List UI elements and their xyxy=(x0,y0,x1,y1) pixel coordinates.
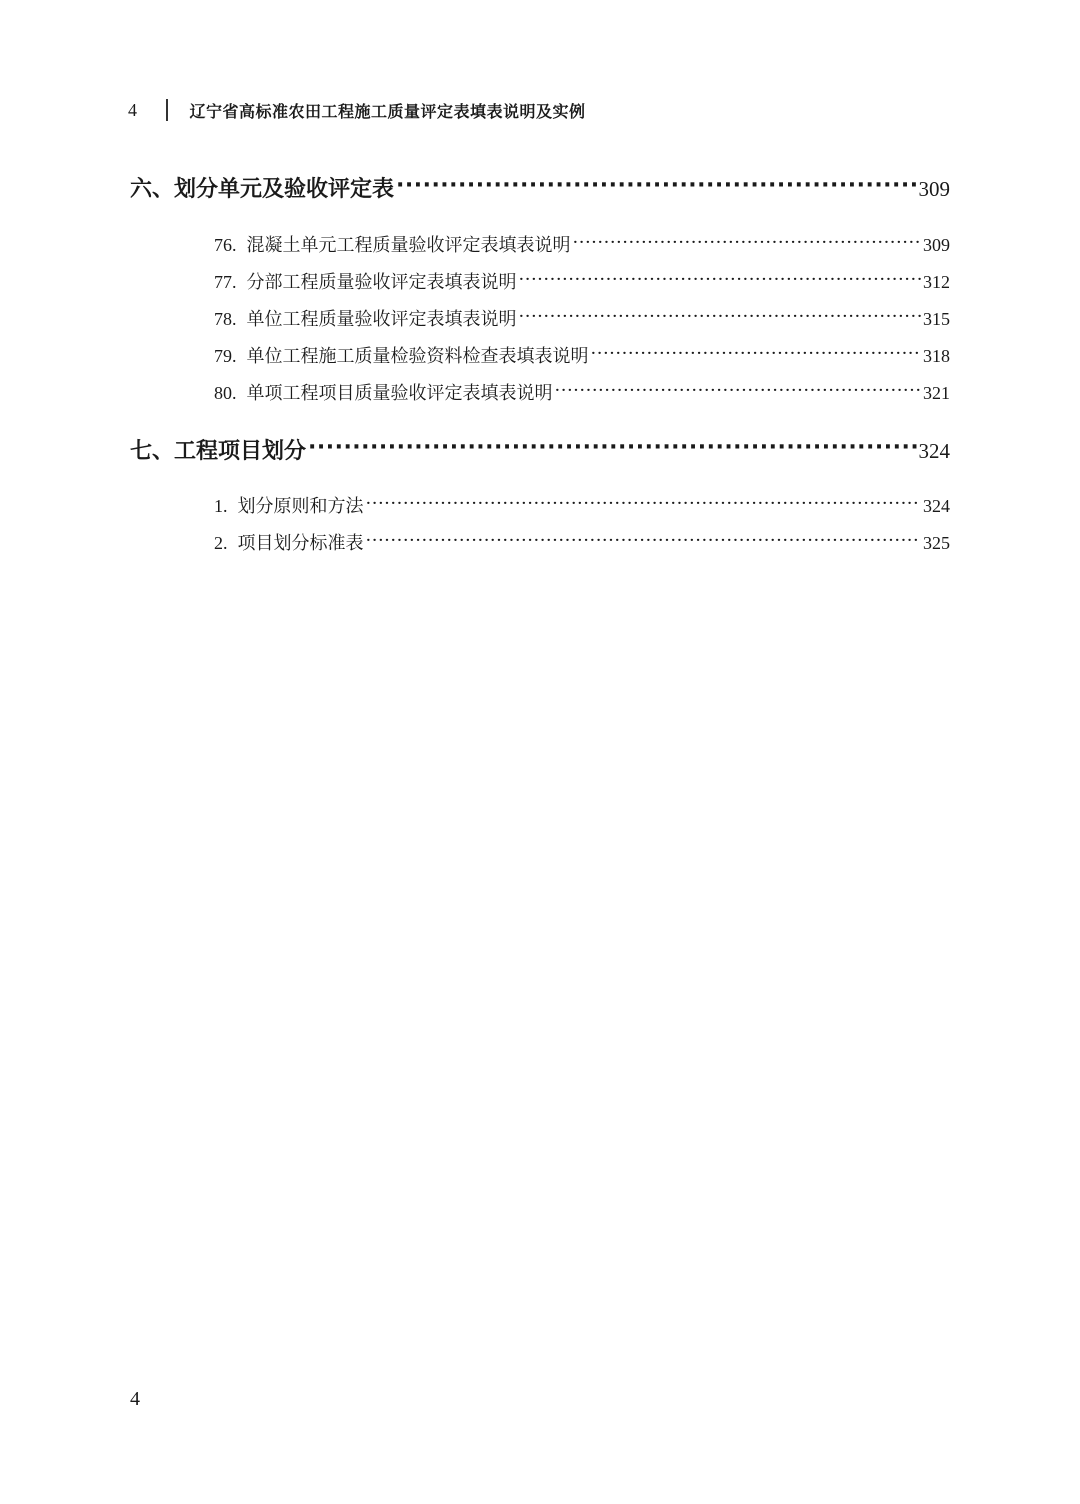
toc-item-page: 309 xyxy=(923,235,950,255)
toc-item-76[interactable] xyxy=(214,231,950,257)
toc-item-number: 79. xyxy=(214,346,237,366)
toc-item-title: 单项工程项目质量验收评定表填表说明 xyxy=(246,383,553,404)
dot-leader xyxy=(519,307,922,325)
toc-item-page: 318 xyxy=(923,346,950,366)
footer-page-number: 4 xyxy=(130,1388,140,1410)
toc-section-page: 309 xyxy=(918,177,950,201)
dot-leader xyxy=(519,270,922,288)
running-header xyxy=(128,96,586,124)
toc-item-number: 77. xyxy=(214,272,237,292)
toc-item-number: 76. xyxy=(214,235,237,255)
toc-item-77[interactable] xyxy=(214,268,950,294)
dot-leader xyxy=(396,174,916,196)
dot-leader xyxy=(366,531,922,549)
toc-item-page: 324 xyxy=(923,496,950,516)
toc-item-page: 315 xyxy=(923,309,950,329)
dot-leader xyxy=(555,381,922,399)
toc-item-number: 78. xyxy=(214,309,237,329)
toc-item-title: 混凝土单元工程质量验收评定表填表说明 xyxy=(246,235,571,256)
toc-item-page: 325 xyxy=(923,533,950,553)
toc-item-title: 单位工程施工质量检验资料检查表填表说明 xyxy=(246,346,589,367)
toc-section-page: 324 xyxy=(918,439,950,463)
dot-leader xyxy=(573,233,922,251)
dot-leader xyxy=(591,344,922,362)
toc-item-title: 单位工程质量验收评定表填表说明 xyxy=(246,309,517,330)
header-page-number: 4 xyxy=(128,99,137,120)
toc-item-title: 项目划分标准表 xyxy=(237,533,364,554)
dot-leader xyxy=(308,436,916,458)
header-divider xyxy=(166,99,168,121)
toc-item-79[interactable] xyxy=(214,342,950,368)
toc-item-page: 321 xyxy=(923,383,950,403)
toc-item-title: 分部工程质量验收评定表填表说明 xyxy=(246,272,517,293)
toc-item-1[interactable] xyxy=(214,492,950,518)
toc-item-78[interactable] xyxy=(214,305,950,331)
toc-section-6[interactable] xyxy=(130,172,950,203)
toc-item-page: 312 xyxy=(923,272,950,292)
toc-item-title: 划分原则和方法 xyxy=(237,496,364,517)
toc-section-title: 六、划分单元及验收评定表 xyxy=(130,177,395,202)
toc-section-7[interactable] xyxy=(130,434,950,465)
toc-item-number: 2. xyxy=(214,533,228,553)
toc-item-80[interactable] xyxy=(214,379,950,405)
toc-section-title: 七、工程项目划分 xyxy=(130,439,307,464)
toc-item-number: 1. xyxy=(214,496,228,516)
toc-item-number: 80. xyxy=(214,383,237,403)
toc-item-2[interactable] xyxy=(214,529,950,555)
dot-leader xyxy=(366,494,922,512)
header-book-title: 辽宁省高标准农田工程施工质量评定表填表说明及实例 xyxy=(189,101,586,121)
